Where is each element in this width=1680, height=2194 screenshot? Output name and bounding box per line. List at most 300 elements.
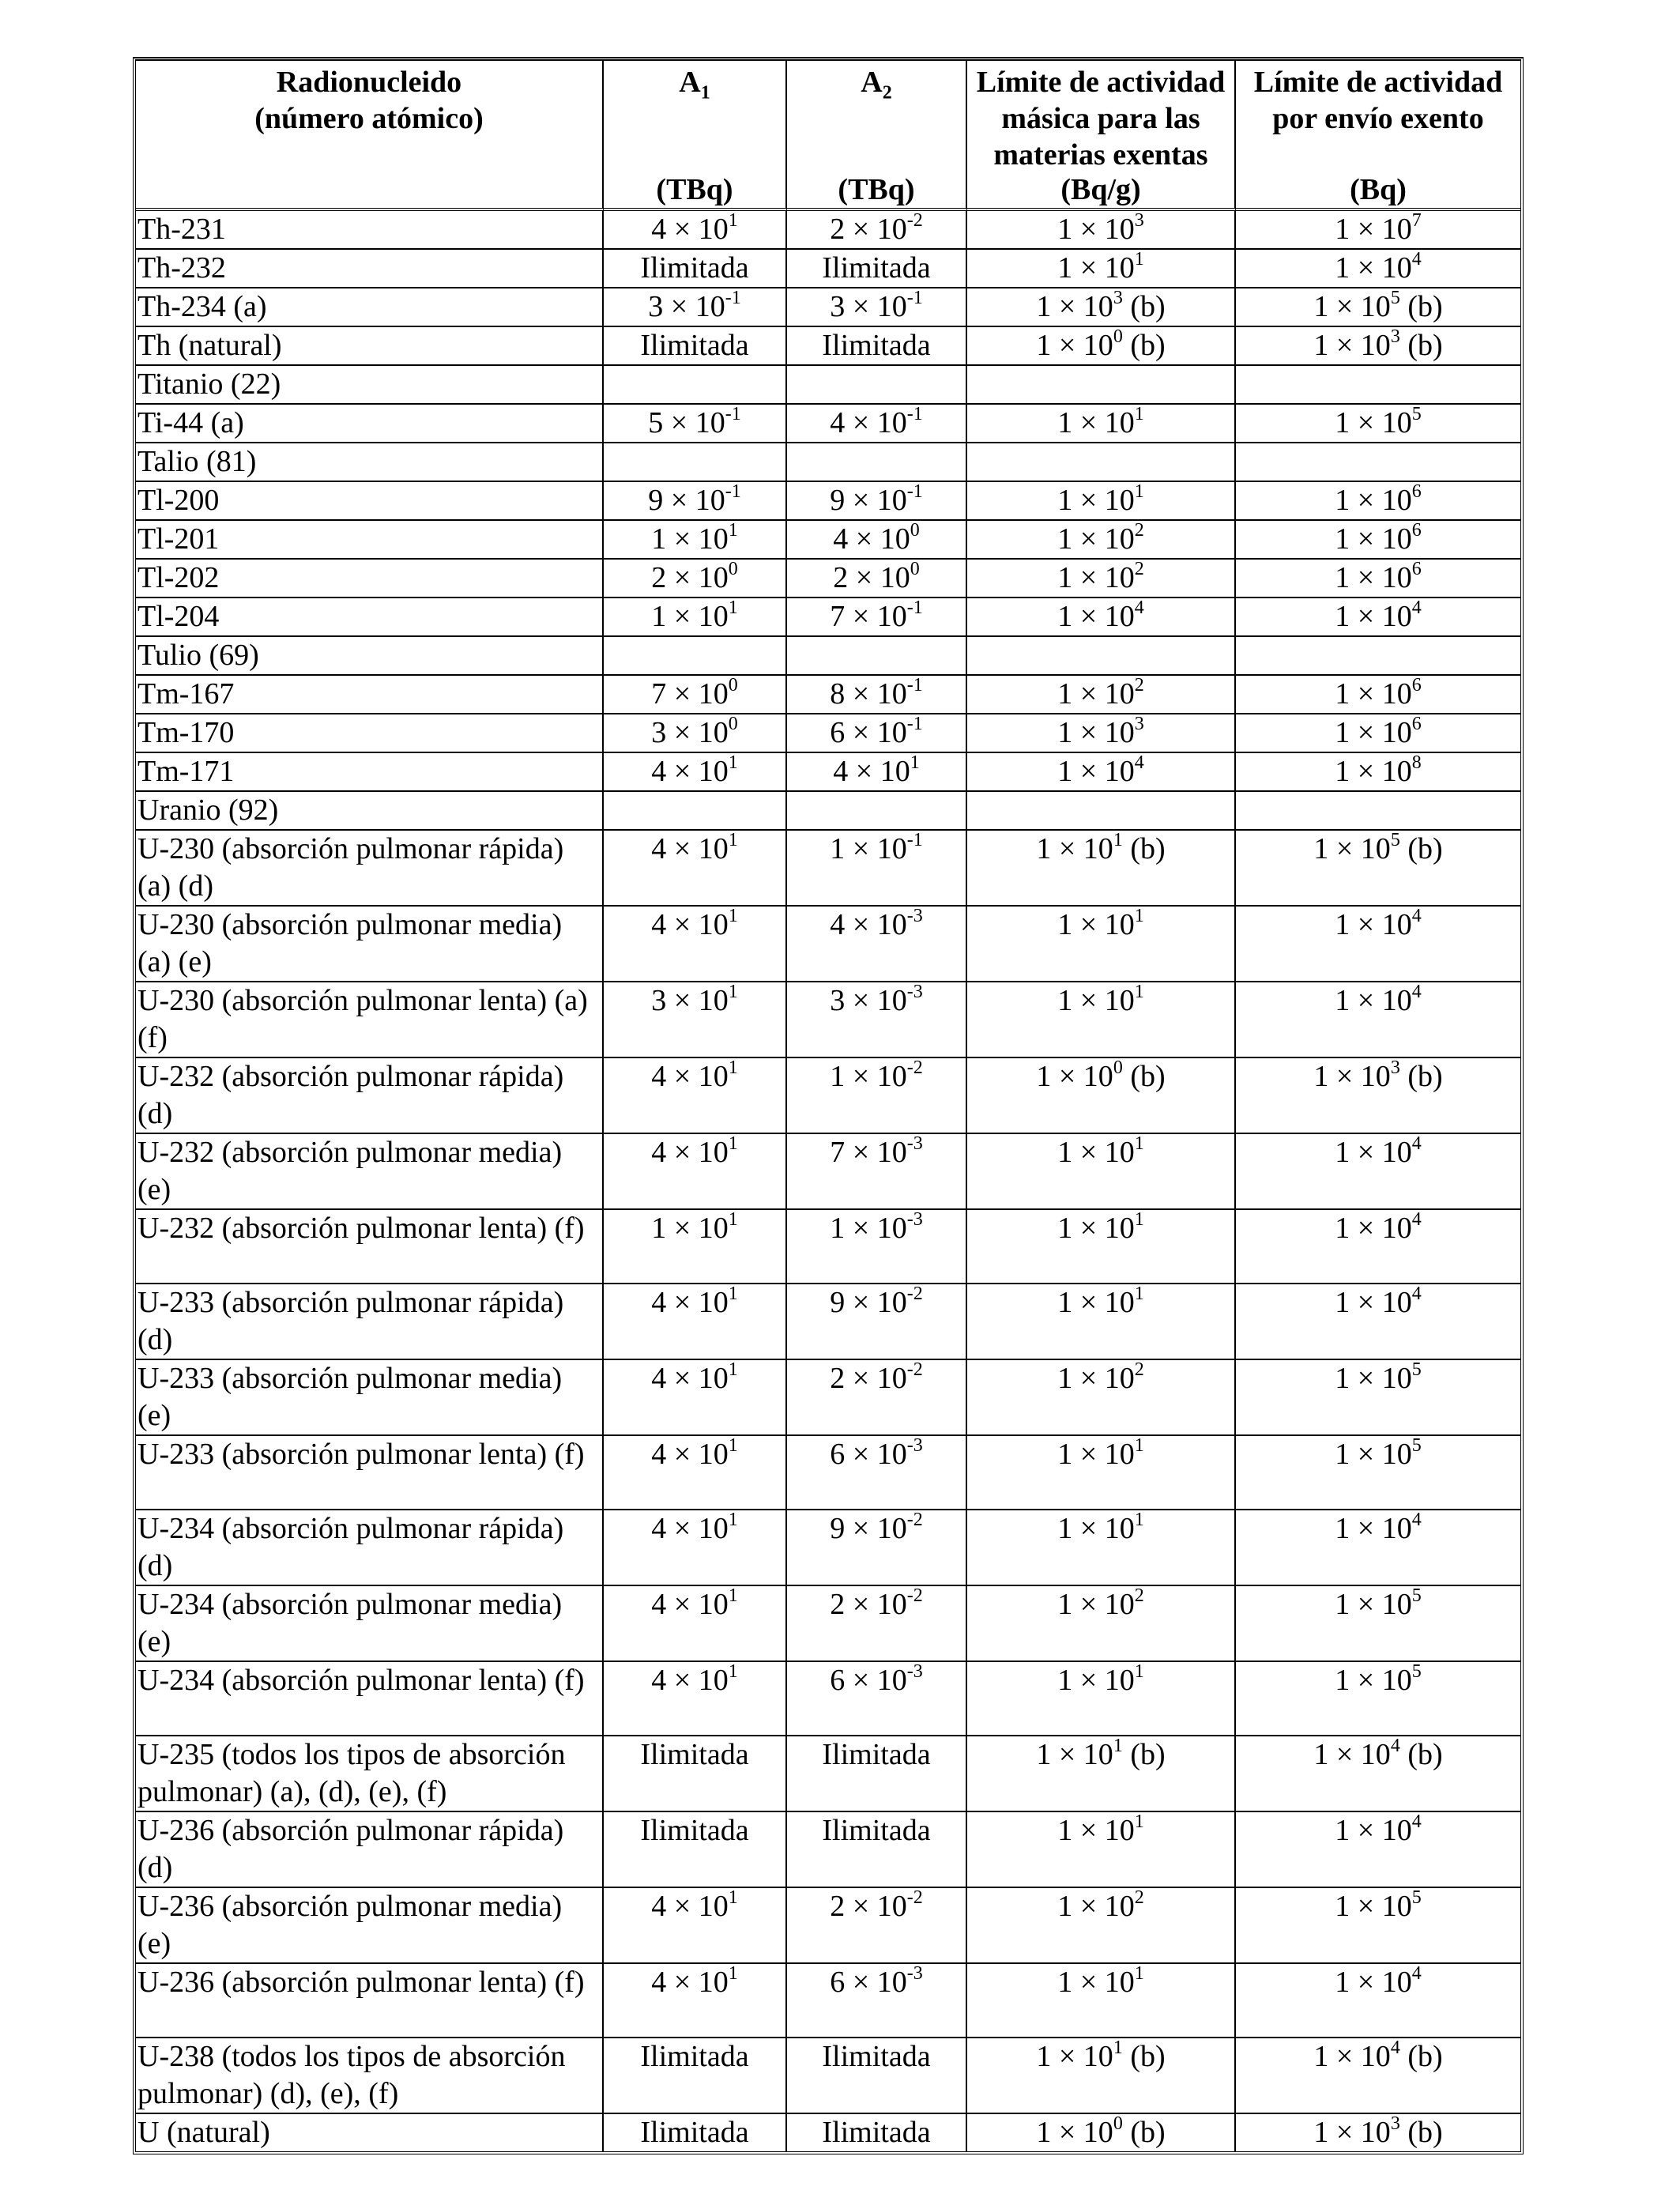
radionuclide-name: U-236 (absorción pulmonar lenta) (f) <box>137 1966 585 1999</box>
value-base: 1 × 10 <box>1036 2040 1113 2073</box>
value-exponent: 1 <box>1134 1811 1144 1833</box>
cell-radionuclide <box>136 1510 604 1586</box>
value-base: 2 × 10 <box>830 1890 907 1923</box>
cell-radionuclide <box>136 2038 604 2114</box>
cell-mass-limit <box>967 676 1236 714</box>
cell-mass-limit <box>967 1510 1236 1586</box>
value <box>651 1209 738 1245</box>
cell-a2 <box>787 1284 967 1360</box>
value <box>830 406 922 439</box>
header-consignment-limit-line1: Límite de actividad <box>1253 66 1503 99</box>
value-exponent: 1 <box>1113 2038 1123 2059</box>
value-exponent: -2 <box>906 1510 923 1531</box>
value-base: 1 × 10 <box>1057 1512 1135 1545</box>
cell-a2 <box>787 1134 967 1210</box>
value-base: 1 × 10 <box>1313 1738 1391 1771</box>
value <box>1057 1359 1144 1395</box>
value-base: 1 × 10 <box>1057 1362 1135 1395</box>
value-base: Ilimitada <box>640 329 749 362</box>
cell-radionuclide <box>136 1812 604 1888</box>
value-exponent: -3 <box>906 906 923 927</box>
value-exponent: 3 <box>1134 714 1144 735</box>
value <box>830 1286 922 1319</box>
value <box>1057 1133 1144 1169</box>
cell-consignment-limit <box>1236 1510 1520 1586</box>
value <box>1057 908 1143 941</box>
cell-consignment-limit <box>1236 598 1520 637</box>
value <box>1335 984 1421 1017</box>
value-exponent: -1 <box>906 404 923 425</box>
radionuclide-name: Tulio (69) <box>137 639 259 672</box>
cell-radionuclide <box>136 982 604 1058</box>
value <box>651 600 737 633</box>
value <box>830 908 922 941</box>
header-radionuclide <box>136 61 604 211</box>
header-radionuclide-line1: Radionucleido <box>276 66 462 99</box>
value-exponent: 1 <box>1134 1209 1144 1231</box>
cell-a1 <box>604 1284 787 1360</box>
value <box>651 1661 738 1697</box>
radionuclide-name: Th (natural) <box>137 329 282 362</box>
value <box>1057 522 1143 556</box>
table-row <box>136 831 1520 907</box>
value-base: 1 × 10 <box>830 1060 907 1093</box>
value-base: 1 × 10 <box>1057 1438 1135 1471</box>
radionuclide-name: U (natural) <box>137 2116 270 2149</box>
cell-a2 <box>787 907 967 982</box>
value-base: 1 × 10 <box>1335 213 1412 246</box>
table-row <box>136 211 1520 250</box>
value <box>1313 290 1442 323</box>
value <box>1335 1512 1421 1545</box>
cell-mass-limit <box>967 560 1236 598</box>
value-exponent: -3 <box>906 1963 923 1985</box>
value-base: 1 × 10 <box>1036 1060 1113 1093</box>
cell-a1 <box>604 1964 787 2038</box>
document-page <box>133 57 1517 2154</box>
value <box>1335 481 1422 517</box>
cell-mass-limit <box>967 366 1236 405</box>
cell-a2 <box>787 2038 967 2114</box>
value <box>651 716 737 749</box>
value-base: 1 × 10 <box>651 600 729 633</box>
value <box>651 1887 738 1923</box>
value-exponent: 3 <box>1390 2113 1400 2135</box>
value-exponent: 1 <box>1134 404 1144 425</box>
cell-a1 <box>604 288 787 327</box>
value-exponent: 1 <box>1134 249 1144 270</box>
value-exponent: 1 <box>728 1963 738 1985</box>
table-row <box>136 1812 1520 1888</box>
value-base: Ilimitada <box>822 2040 931 2073</box>
cell-a2 <box>787 1662 967 1736</box>
value-base: 2 × 10 <box>830 213 907 246</box>
radionuclide-name: U-232 (absorción pulmonar media) (e) <box>137 1136 563 1206</box>
cell-a1 <box>604 1586 787 1662</box>
cell-radionuclide <box>136 482 604 521</box>
value-exponent: 8 <box>1411 752 1422 774</box>
value-exponent: 5 <box>1411 1435 1422 1457</box>
cell-a2 <box>787 1510 967 1586</box>
value-note: (b) <box>1122 1060 1166 1093</box>
cell-a2 <box>787 1058 967 1134</box>
value <box>1335 1963 1422 1999</box>
value-exponent: -3 <box>906 1435 923 1457</box>
cell-consignment-limit <box>1236 714 1520 753</box>
cell-mass-limit <box>967 598 1236 637</box>
table-row <box>136 250 1520 288</box>
value <box>1335 1286 1421 1319</box>
value-base: Ilimitada <box>822 2116 931 2149</box>
value <box>830 832 922 865</box>
cell-a1 <box>604 482 787 521</box>
header-a1-sub: 1 <box>700 82 710 104</box>
cell-mass-limit <box>967 1736 1236 1812</box>
header-mass-limit <box>967 61 1236 211</box>
value <box>1057 1887 1144 1923</box>
value-base: 1 × 10 <box>1335 1136 1412 1169</box>
cell-mass-limit <box>967 327 1236 366</box>
value <box>651 1585 738 1621</box>
cell-consignment-limit <box>1236 288 1520 327</box>
value <box>822 2116 930 2149</box>
value <box>1313 326 1443 362</box>
value-base: 1 × 10 <box>830 832 907 865</box>
cell-mass-limit <box>967 482 1236 521</box>
value <box>1036 290 1165 323</box>
radionuclide-name: U-234 (absorción pulmonar media) (e) <box>137 1588 563 1658</box>
value <box>833 752 920 788</box>
value-exponent: 6 <box>1411 481 1422 503</box>
cell-mass-limit <box>967 288 1236 327</box>
value <box>648 481 741 517</box>
cell-a1 <box>604 1510 787 1586</box>
cell-a1 <box>604 1812 787 1888</box>
value <box>1335 1209 1422 1245</box>
radionuclide-name: Tl-200 <box>137 484 220 517</box>
table-row <box>136 1510 1520 1586</box>
cell-radionuclide <box>136 1134 604 1210</box>
cell-consignment-limit <box>1236 1134 1520 1210</box>
value <box>830 1435 923 1471</box>
cell-consignment-limit <box>1236 2114 1520 2151</box>
value-base: 2 × 10 <box>651 561 729 594</box>
value-base: Ilimitada <box>822 329 931 362</box>
header-a2-unit: (TBq) <box>838 173 915 206</box>
value <box>651 210 738 246</box>
cell-mass-limit <box>967 792 1236 831</box>
value <box>1057 481 1144 517</box>
cell-radionuclide <box>136 1436 604 1510</box>
cell-a2 <box>787 211 967 250</box>
radionuclide-name: U-233 (absorción pulmonar lenta) (f) <box>137 1438 585 1471</box>
value-exponent: 2 <box>1134 1585 1144 1607</box>
value-exponent: 4 <box>1390 2038 1400 2059</box>
value-base: 2 × 10 <box>830 1362 907 1395</box>
value-exponent: 5 <box>1411 1359 1422 1381</box>
value-base: 8 × 10 <box>830 677 907 711</box>
value-exponent: -2 <box>906 1887 923 1909</box>
value-base: 1 × 10 <box>1313 832 1391 865</box>
cell-radionuclide <box>136 521 604 560</box>
value-exponent: -1 <box>725 404 741 425</box>
radionuclide-name: Th-232 <box>137 251 226 285</box>
cell-a1 <box>604 1436 787 1510</box>
cell-mass-limit <box>967 1360 1236 1436</box>
cell-radionuclide <box>136 250 604 288</box>
cell-consignment-limit <box>1236 250 1520 288</box>
value <box>640 1738 748 1771</box>
value-exponent: 0 <box>1113 326 1123 348</box>
value-exponent: 0 <box>728 559 738 580</box>
value <box>1335 1811 1422 1847</box>
cell-a1 <box>604 792 787 831</box>
value-exponent: 4 <box>1134 752 1144 774</box>
value-base: 1 × 10 <box>1057 908 1135 941</box>
value-base: Ilimitada <box>822 1738 931 1771</box>
value <box>651 1057 738 1093</box>
header-a1 <box>604 61 787 211</box>
value-exponent: 1 <box>1134 1284 1144 1305</box>
value-base: 3 × 10 <box>651 716 729 749</box>
cell-a1 <box>604 1210 787 1284</box>
cell-a1 <box>604 405 787 443</box>
value <box>651 677 737 711</box>
cell-mass-limit <box>967 1812 1236 1888</box>
cell-a2 <box>787 714 967 753</box>
cell-a2 <box>787 753 967 792</box>
cell-mass-limit <box>967 714 1236 753</box>
value-exponent: -1 <box>906 288 923 309</box>
value-exponent: 1 <box>728 1133 738 1155</box>
header-a1-unit: (TBq) <box>656 173 733 206</box>
cell-radionuclide <box>136 211 604 250</box>
cell-radionuclide <box>136 676 604 714</box>
value-base: 1 × 10 <box>1057 984 1135 1017</box>
value-base: 3 × 10 <box>830 290 907 323</box>
value-base: 1 × 10 <box>1335 1438 1412 1471</box>
header-a1-label: A <box>679 66 701 99</box>
value-exponent: 3 <box>1134 210 1144 232</box>
cell-a1 <box>604 598 787 637</box>
value-exponent: -2 <box>906 1359 923 1381</box>
cell-a1 <box>604 1134 787 1210</box>
cell-radionuclide <box>136 1736 604 1812</box>
header-consignment-limit-unit: (Bq) <box>1350 173 1407 206</box>
value-exponent: 1 <box>728 1585 738 1607</box>
value-exponent: 0 <box>728 675 738 696</box>
value-exponent: 1 <box>728 1661 738 1683</box>
value-base: 4 × 10 <box>651 1512 729 1545</box>
table-row <box>136 1436 1520 1510</box>
cell-mass-limit <box>967 1058 1236 1134</box>
value-exponent: 4 <box>1411 598 1422 619</box>
cell-a1 <box>604 831 787 907</box>
table-row <box>136 560 1520 598</box>
value-exponent: 0 <box>1113 2113 1123 2135</box>
value <box>1057 406 1143 439</box>
value-base: 4 × 10 <box>651 1664 729 1697</box>
value <box>1057 677 1143 711</box>
cell-a1 <box>604 1888 787 1964</box>
value <box>830 210 923 246</box>
value-exponent: 1 <box>728 1510 738 1531</box>
value <box>830 1133 923 1169</box>
value <box>1335 716 1421 749</box>
cell-mass-limit <box>967 637 1236 676</box>
cell-radionuclide <box>136 1964 604 2038</box>
radionuclide-name: U-236 (absorción pulmonar rápida) (d) <box>137 1814 564 1884</box>
cell-a2 <box>787 443 967 482</box>
radionuclide-name: U-230 (absorción pulmonar lenta) (a) (f) <box>137 984 588 1054</box>
cell-a2 <box>787 521 967 560</box>
value <box>1036 2113 1166 2149</box>
value-base: 1 × 10 <box>1057 1212 1135 1245</box>
value-exponent: -1 <box>725 288 741 309</box>
value <box>830 716 922 749</box>
cell-consignment-limit <box>1236 443 1520 482</box>
table-row <box>136 598 1520 637</box>
radionuclide-name: Uranio (92) <box>137 794 279 827</box>
header-radionuclide-line2: (número atómico) <box>254 102 484 135</box>
value-base: 1 × 10 <box>1335 561 1412 594</box>
value <box>1313 1738 1442 1771</box>
radionuclide-name: Tm-170 <box>137 716 235 749</box>
cell-group-name <box>136 366 604 405</box>
cell-consignment-limit <box>1236 982 1520 1058</box>
value-exponent: 0 <box>910 559 920 580</box>
cell-consignment-limit <box>1236 1058 1520 1134</box>
cell-a2 <box>787 560 967 598</box>
table-row <box>136 1888 1520 1964</box>
value-exponent: 1 <box>1113 1736 1123 1757</box>
value-base: 6 × 10 <box>830 716 907 749</box>
value-base: 2 × 10 <box>830 1588 907 1621</box>
value <box>651 1133 738 1169</box>
value-base: 4 × 10 <box>651 1890 729 1923</box>
value <box>651 1963 738 1999</box>
value <box>1313 2113 1443 2149</box>
value <box>1057 1661 1144 1697</box>
cell-a2 <box>787 1436 967 1510</box>
cell-consignment-limit <box>1236 1284 1520 1360</box>
value <box>1057 1286 1143 1319</box>
value-exponent: -2 <box>906 1284 923 1305</box>
cell-a2 <box>787 2114 967 2151</box>
value-base: 1 × 10 <box>1057 1286 1135 1319</box>
value-base: 1 × 10 <box>1057 1588 1135 1621</box>
cell-consignment-limit <box>1236 792 1520 831</box>
value-base: Ilimitada <box>640 2116 749 2149</box>
value-base: 3 × 10 <box>648 290 725 323</box>
value-base: Ilimitada <box>640 2040 749 2073</box>
value-base: 1 × 10 <box>1313 329 1391 362</box>
value <box>1057 600 1143 633</box>
header-mass-limit-line3: materias exentas <box>993 138 1208 172</box>
cell-mass-limit <box>967 1662 1236 1736</box>
value-exponent: -2 <box>906 210 923 232</box>
value-note: (b) <box>1399 1738 1443 1771</box>
cell-group-name <box>136 792 604 831</box>
value-base: 1 × 10 <box>1057 677 1135 711</box>
value-exponent: 1 <box>1134 906 1144 927</box>
cell-consignment-limit <box>1236 1812 1520 1888</box>
cell-a1 <box>604 366 787 405</box>
radionuclide-name: U-232 (absorción pulmonar rápida) (d) <box>137 1060 564 1130</box>
value <box>830 1209 923 1245</box>
value <box>1057 251 1143 285</box>
value-exponent: 4 <box>1411 1963 1422 1985</box>
cell-mass-limit <box>967 2114 1236 2151</box>
cell-a2 <box>787 327 967 366</box>
value-base: 1 × 10 <box>1313 2116 1391 2149</box>
value-base: 4 × 10 <box>651 1362 729 1395</box>
value-base: 1 × 10 <box>1036 1738 1113 1771</box>
header-a2-label: A <box>861 66 883 99</box>
cell-a2 <box>787 1888 967 1964</box>
table-row <box>136 1586 1520 1662</box>
value-base: 4 × 10 <box>830 908 907 941</box>
value-base: 1 × 10 <box>1057 1136 1135 1169</box>
header-mass-limit-unit: (Bq/g) <box>1060 173 1141 206</box>
value-base: 1 × 10 <box>1335 984 1412 1017</box>
value <box>1335 522 1421 556</box>
value-base: 1 × 10 <box>1335 716 1412 749</box>
value-exponent: 5 <box>1390 288 1400 309</box>
cell-radionuclide <box>136 1210 604 1284</box>
cell-a1 <box>604 982 787 1058</box>
cell-a1 <box>604 907 787 982</box>
cell-a2 <box>787 1360 967 1436</box>
value-exponent: 4 <box>1411 1133 1422 1155</box>
cell-a1 <box>604 714 787 753</box>
cell-group-name <box>136 443 604 482</box>
value <box>1313 832 1442 865</box>
cell-a2 <box>787 1586 967 1662</box>
cell-consignment-limit <box>1236 521 1520 560</box>
value-exponent: 4 <box>1411 906 1422 927</box>
value <box>1057 1435 1144 1471</box>
value-base: 7 × 10 <box>830 1136 907 1169</box>
value-base: 1 × 10 <box>1335 600 1412 633</box>
value-exponent: 5 <box>1390 830 1400 851</box>
cell-a2 <box>787 792 967 831</box>
value-note: (b) <box>1399 290 1443 323</box>
cell-consignment-limit <box>1236 831 1520 907</box>
value <box>822 1814 930 1847</box>
table-row <box>136 676 1520 714</box>
value-exponent: 4 <box>1411 1510 1422 1531</box>
radionuclide-name: Tl-201 <box>137 522 220 556</box>
value-base: 1 × 10 <box>1335 406 1412 439</box>
radionuclide-name: Tm-167 <box>137 677 235 711</box>
cell-a1 <box>604 211 787 250</box>
cell-a1 <box>604 327 787 366</box>
cell-mass-limit <box>967 907 1236 982</box>
value-base: 1 × 10 <box>1057 755 1135 788</box>
cell-mass-limit <box>967 1888 1236 1964</box>
value <box>822 1738 930 1771</box>
cell-a1 <box>604 521 787 560</box>
cell-radionuclide <box>136 1284 604 1360</box>
value-note: (b) <box>1122 2116 1166 2149</box>
value-exponent: 1 <box>728 906 738 927</box>
cell-radionuclide <box>136 1360 604 1436</box>
value-base: 6 × 10 <box>830 1438 907 1471</box>
value <box>651 1286 737 1319</box>
value <box>830 1963 923 1999</box>
value-base: Ilimitada <box>640 251 749 285</box>
